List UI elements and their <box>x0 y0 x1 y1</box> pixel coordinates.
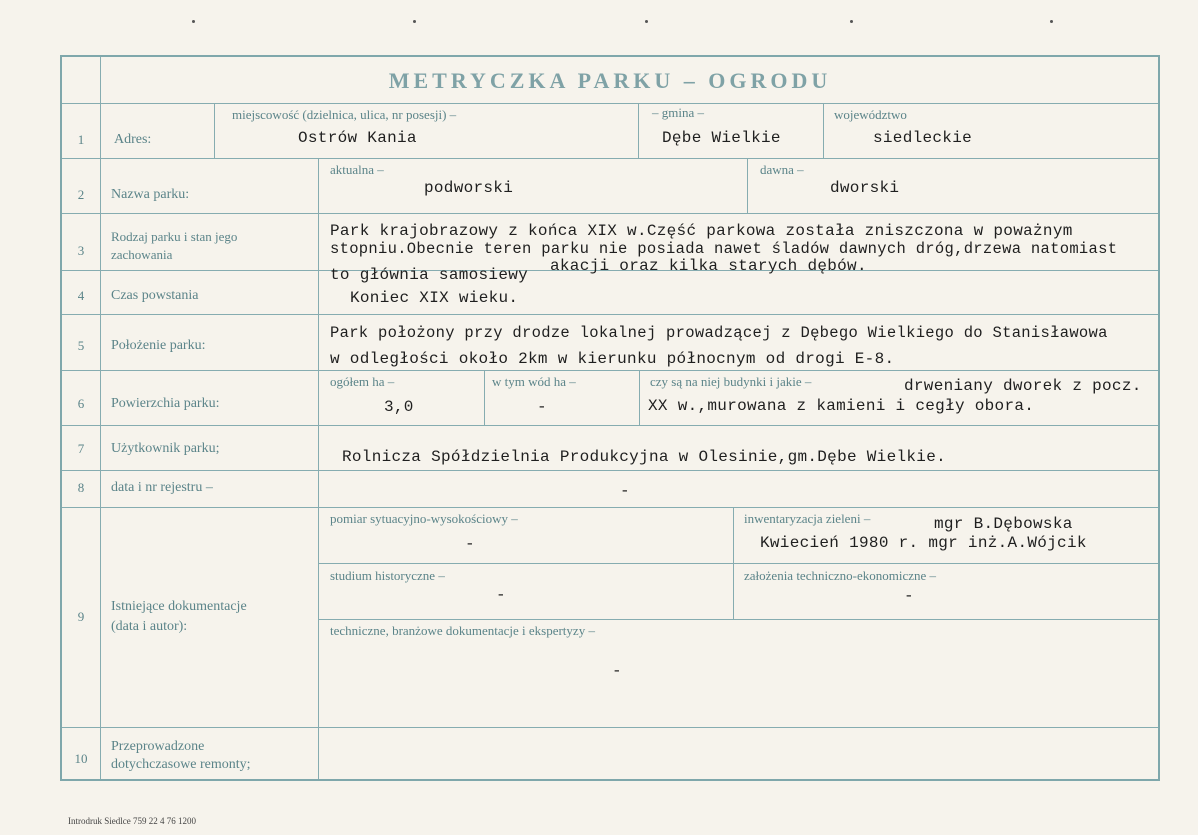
scan-dot <box>850 20 853 23</box>
location-line1: Park położony przy drodze lokalnej prowadzącej z Dębego Wielkiego do Stanisławowa <box>330 324 1108 342</box>
greenery-inventory-label: inwentaryzacja zieleni – <box>744 511 871 526</box>
park-type-label-line1: Rodzaj parku i stan jego <box>111 229 238 244</box>
survey-value: - <box>465 535 475 553</box>
park-type-line3a: akacji oraz kilka starych dębów. <box>550 257 867 275</box>
park-user-value: Rolnicza Spółdzielnia Produkcyjna w Olesinie,gm.Dębe Wielkie. <box>342 448 946 466</box>
scan-dot <box>413 20 416 23</box>
documentation-label-line2: (data i autor): <box>111 619 188 634</box>
renovations-label-line1: Przeprowadzone <box>111 739 205 754</box>
park-type-line3b: to głównia samosiewy <box>330 266 529 284</box>
address-label: Adres: <box>114 132 152 147</box>
location-label: Położenie parku: <box>111 338 206 353</box>
registry-label: data i nr rejestru – <box>111 480 213 495</box>
tech-econ-label: założenia techniczno-ekonomiczne – <box>744 568 937 583</box>
gmina-label: – gmina – <box>652 105 704 120</box>
locality-label: miejscowość (dzielnica, ulica, nr posesji) – <box>232 107 457 122</box>
technical-docs-label: techniczne, branżowe dokumentacje i ekspertyzy – <box>330 623 595 638</box>
creation-time-label: Czas powstania <box>111 288 199 303</box>
row-number: 9 <box>77 609 85 624</box>
greenery-inventory-line2: Kwiecień 1980 r. mgr inż.A.Wójcik <box>760 534 1087 552</box>
greenery-inventory-line1: mgr B.Dębowska <box>934 515 1073 533</box>
renovations-label-line2: dotychczasowe remonty; <box>111 757 251 772</box>
former-name-label: dawna – <box>760 162 804 177</box>
park-name-label: Nazwa parku: <box>111 187 190 202</box>
tech-econ-value: - <box>904 587 914 605</box>
total-area-value: 3,0 <box>384 398 414 416</box>
survey-label: pomiar sytuacyjno-wysokościowy – <box>330 511 518 526</box>
row-number: 6 <box>77 396 85 411</box>
park-record-card <box>60 55 1160 781</box>
voivodeship-value: siedleckie <box>873 129 973 147</box>
park-type-line2: stopniu.Obecnie teren parku nie posiada nawet śladów dawnych dróg,drzewa natomiast <box>330 240 1118 258</box>
voivodeship-label: województwo <box>834 107 907 122</box>
row-number: 5 <box>77 338 85 353</box>
scan-dot <box>1050 20 1053 23</box>
row-number: 2 <box>77 187 85 202</box>
scan-dot <box>192 20 195 23</box>
row-number: 3 <box>77 243 85 258</box>
row-number: 7 <box>77 441 85 456</box>
row-number: 8 <box>77 480 85 495</box>
creation-time-value: Koniec XIX wieku. <box>350 289 519 307</box>
water-area-label: w tym wód ha – <box>492 374 576 389</box>
park-user-label: Użytkownik parku; <box>111 441 220 456</box>
documentation-label-line1: Istniejące dokumentacje <box>111 599 247 614</box>
historical-study-value: - <box>496 586 506 604</box>
current-name-label: aktualna – <box>330 162 384 177</box>
current-name-value: podworski <box>424 179 514 197</box>
row-number: 4 <box>77 288 85 303</box>
area-label: Powierzchia parku: <box>111 396 220 411</box>
park-type-line1: Park krajobrazowy z końca XIX w.Część parkowa została zniszczona w poważnym <box>330 222 1073 240</box>
gmina-value: Dębe Wielkie <box>662 129 781 147</box>
locality-value: Ostrów Kania <box>298 129 417 147</box>
total-area-label: ogółem ha – <box>330 374 395 389</box>
row-number: 1 <box>77 132 85 147</box>
location-line2: w odległości około 2km w kierunku północnym od drogi E-8. <box>330 350 895 368</box>
row-number: 10 <box>74 751 88 766</box>
former-name-value: dworski <box>830 179 900 197</box>
park-type-label-line2: zachowania <box>111 247 173 262</box>
water-area-value: - <box>537 398 547 416</box>
printer-imprint: Introdruk Siedlce 759 22 4 76 1200 <box>68 816 196 826</box>
registry-value: - <box>620 482 630 500</box>
scan-dot <box>645 20 648 23</box>
historical-study-label: studium historyczne – <box>330 568 445 583</box>
buildings-label: czy są na niej budynki i jakie – <box>650 374 812 389</box>
buildings-line2: XX w.,murowana z kamieni i cegły obora. <box>648 397 1035 415</box>
buildings-line1: drwenianу dworek z pocz. <box>904 377 1142 395</box>
card-title: METRYCZKA PARKU – OGRODU <box>388 68 832 93</box>
technical-docs-value: - <box>612 662 622 680</box>
